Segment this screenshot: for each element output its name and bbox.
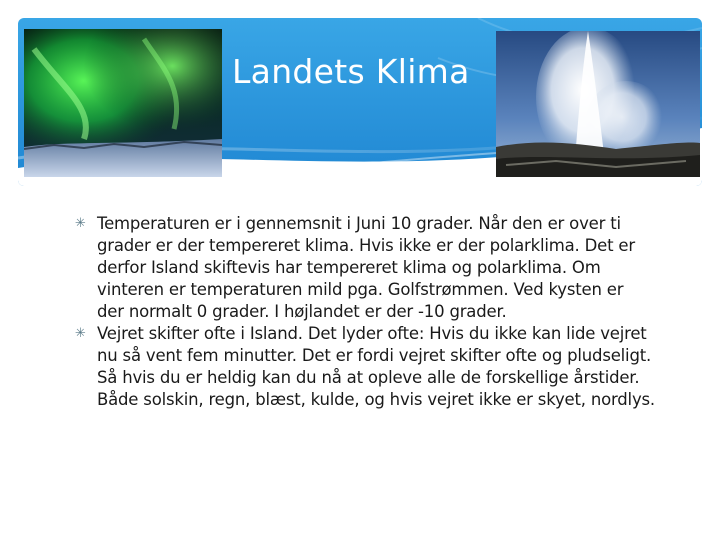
asterisk-bullet-icon: ✳ [75, 216, 86, 231]
bullet-item [75, 213, 655, 323]
slide-title: Landets Klima [232, 52, 470, 91]
bullet-item [75, 323, 655, 411]
bullet-list [75, 213, 655, 411]
aurora-photo [24, 29, 222, 177]
bullet-text: Vejret skifter ofte i Island. Det lyder ofte: Hvis du ikke kan lide vejret nu så vent fem minutter. Det er fordi vejret skifter ofte og pludseligt. Så hvis du er heldig kan du nå at opleve alle de forskellige årstider. Både solskin, regn, blæst, kulde, og hvis vejret ikke er skyet, nordlys. [97, 324, 655, 409]
asterisk-bullet-icon: ✳ [75, 326, 86, 341]
geyser-photo [496, 31, 700, 177]
bullet-text: Temperaturen er i gennemsnit i Juni 10 grader. Når den er over ti grader er der tempereret klima. Hvis ikke er der polarklima. Det er derfor Island skiftevis har tempereret klima og polarklima. Om vinteren er temperaturen mild pga. Golfstrømmen. Ved kysten er der normalt 0 grader. I højlandet er der -10 grader. [97, 214, 635, 321]
